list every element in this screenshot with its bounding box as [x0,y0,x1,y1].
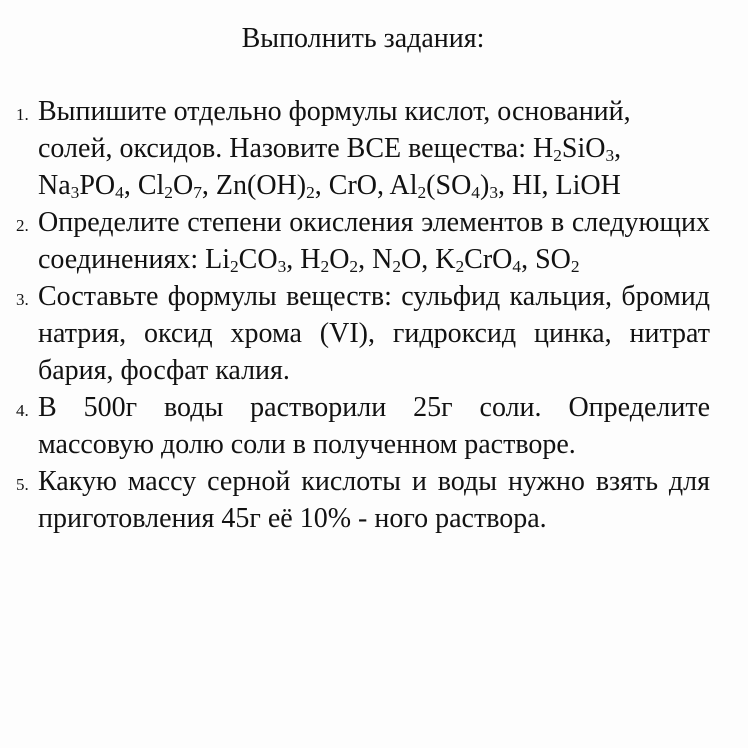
task-text: Составьте формулы веществ: сульфид кальция, бромид натрия, оксид хрома (VI), гидроксид цинка, нитрат бария, фосфат калия. [38,281,710,386]
task-number: 4. [16,401,29,420]
task-text: Выпишите отдельно формулы кислот, оснований, солей, оксидов. Назовите ВСЕ вещества: $H_2SiO_3$, $Na_3PO_4$, $Cl_2O_7$, $Zn(OH)_2$, CrO, $Al_2(SO_4)_3$, HI, LiOH [38,96,631,202]
task-item-2 [16,204,710,278]
task-text: Какую массу серной кислоты и воды нужно взять для приготовления 45г её 10% - ного раствора. [38,466,710,534]
task-text: В 500г воды растворили 25г соли. Определите массовую долю соли в полученном растворе. [38,392,710,460]
task-number: 5. [16,475,29,494]
task-list [16,93,710,537]
task-item-3 [16,278,710,389]
task-text: Определите степени окисления элементов в следующих соединениях: $Li_2CO_3$, $H_2O_2$, $N_2O$, $K_2CrO_4$, $SO_2$ [38,207,710,276]
task-number: 2. [16,216,29,235]
page-title: Выполнить задания: [241,23,485,54]
task-item-4 [16,389,710,463]
task-item-5 [16,463,710,537]
task-item-1 [16,93,710,204]
task-number: 3. [16,290,29,309]
task-number: 1. [16,105,29,124]
